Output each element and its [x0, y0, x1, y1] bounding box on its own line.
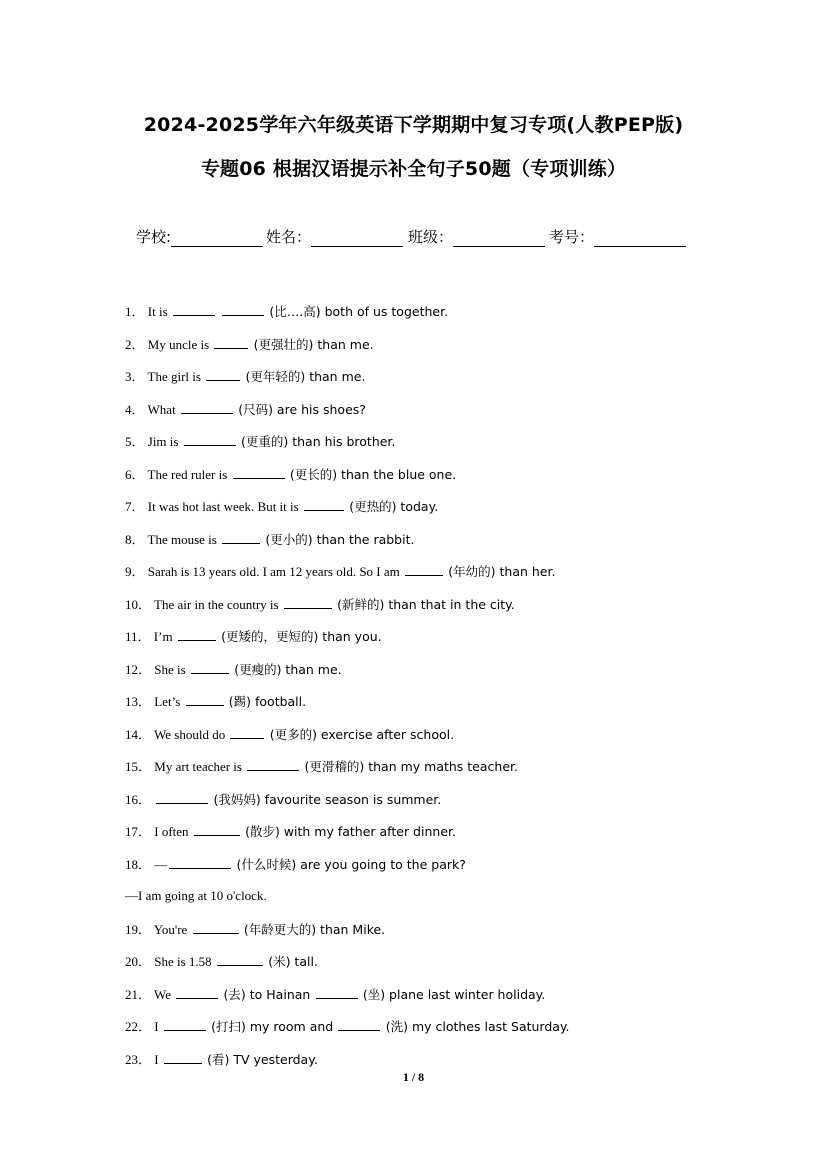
- question-number: 9．: [125, 564, 145, 579]
- answer-blank[interactable]: [214, 334, 248, 349]
- exam-number-field: [549, 226, 686, 248]
- question-hint: (更重的) than his brother.: [240, 434, 396, 449]
- question-text: We: [154, 986, 172, 1002]
- question-text: The red ruler is: [147, 466, 228, 482]
- question-text: I’m: [153, 629, 173, 644]
- answer-blank[interactable]: [304, 496, 344, 511]
- question-3: [125, 366, 725, 399]
- question-hint: (更年轻的) than me.: [245, 369, 366, 384]
- answer-blank[interactable]: [338, 1016, 380, 1031]
- document-title-line1: 2024-2025学年六年级英语下学期期中复习专项(人教PEP版): [143, 114, 684, 136]
- question-hint: (更滑稽的) than my maths teacher.: [304, 759, 518, 774]
- answer-blank[interactable]: [173, 301, 215, 316]
- question-11: [125, 626, 725, 659]
- question-number: 19．: [125, 921, 152, 937]
- question-text: The mouse is: [147, 531, 217, 547]
- answer-blank[interactable]: [181, 399, 233, 414]
- answer-blank[interactable]: [316, 984, 358, 999]
- answer-blank[interactable]: [284, 594, 332, 609]
- question-hint: (米) tall.: [268, 954, 318, 969]
- answer-blank[interactable]: [156, 789, 208, 804]
- question-18-answer-line: [125, 886, 725, 919]
- question-hint: (更多的) exercise after school.: [269, 726, 455, 742]
- school-field: [136, 226, 263, 248]
- question-number: 22．: [125, 1019, 152, 1034]
- question-number: 10．: [125, 596, 152, 612]
- question-13: [125, 691, 725, 724]
- question-text: I: [154, 1019, 159, 1034]
- answer-blank[interactable]: [164, 1049, 202, 1064]
- question-22: [125, 1016, 725, 1049]
- question-text: She is 1.58: [154, 954, 212, 969]
- question-19: [125, 919, 725, 952]
- answer-blank[interactable]: [222, 529, 260, 544]
- question-text: My art teacher is: [154, 759, 242, 774]
- question-number: 13．: [125, 694, 152, 709]
- question-number: 20．: [125, 954, 152, 969]
- question-6: [125, 464, 725, 497]
- answer-blank[interactable]: [233, 464, 285, 479]
- name-field: [266, 226, 403, 248]
- question-text: I: [154, 1051, 159, 1067]
- question-text: You're: [153, 921, 188, 937]
- question-text: She is: [154, 661, 186, 677]
- question-text: Let’s: [154, 694, 181, 709]
- question-hint: (年龄更大的) than Mike.: [243, 921, 386, 937]
- question-number: 7．: [125, 499, 145, 514]
- question-21: [125, 984, 725, 1017]
- question-text: The air in the country is: [154, 596, 279, 612]
- answer-blank[interactable]: [230, 724, 264, 739]
- question-hint: (散步) with my father after dinner.: [245, 824, 456, 839]
- question-10: [125, 594, 725, 627]
- exam-number-label: 考号：: [549, 228, 595, 246]
- question-12: [125, 659, 725, 692]
- answer-blank[interactable]: [405, 561, 443, 576]
- question-hint: (我妈妈) favourite season is summer.: [213, 791, 442, 807]
- answer-blank[interactable]: [186, 691, 224, 706]
- question-15: [125, 756, 725, 789]
- question-list: [125, 301, 725, 1081]
- question-hint: (年幼的) than her.: [448, 564, 556, 579]
- question-hint: (更瘦的) than me.: [234, 661, 342, 677]
- answer-blank[interactable]: [194, 821, 240, 836]
- question-hint: (更矮的，更短的) than you.: [221, 629, 382, 644]
- question-hint: (看) TV yesterday.: [207, 1051, 318, 1067]
- name-blank[interactable]: [311, 229, 403, 247]
- question-number: 2．: [125, 336, 145, 352]
- question-9: [125, 561, 725, 594]
- document-title-line2: 专题06 根据汉语提示补全句子50题（专项训练）: [200, 158, 627, 180]
- question-hint: (新鲜的) than that in the city.: [337, 596, 515, 612]
- question-hint: (比….高) both of us together.: [269, 304, 449, 319]
- question-hint: (坐) plane last winter holiday.: [362, 986, 546, 1002]
- question-text: —I am going at 10 o'clock.: [125, 888, 267, 903]
- question-hint: (什么时候) are you going to the park?: [236, 856, 466, 872]
- question-8: [125, 529, 725, 562]
- question-text: I often: [154, 824, 189, 839]
- question-number: 5．: [125, 434, 145, 449]
- question-5: [125, 431, 725, 464]
- question-number: 14．: [125, 726, 152, 742]
- answer-blank[interactable]: [222, 301, 264, 316]
- question-7: [125, 496, 725, 529]
- name-label: 姓名：: [266, 228, 312, 246]
- question-number: 15．: [125, 759, 152, 774]
- student-info-row: [136, 226, 706, 250]
- question-text: We should do: [154, 726, 226, 742]
- question-18: [125, 854, 725, 887]
- question-16: [125, 789, 725, 822]
- answer-blank[interactable]: [193, 919, 239, 934]
- question-text: —: [154, 856, 168, 872]
- question-text: It was hot last week. But it is: [147, 499, 299, 514]
- question-number: 11．: [125, 629, 151, 644]
- answer-blank[interactable]: [176, 984, 218, 999]
- answer-blank[interactable]: [184, 431, 236, 446]
- question-1: [125, 301, 725, 334]
- question-17: [125, 821, 725, 854]
- answer-blank[interactable]: [178, 626, 216, 641]
- question-4: [125, 399, 725, 432]
- question-number: 3．: [125, 369, 145, 384]
- question-text: What: [147, 401, 176, 417]
- question-number: 17．: [125, 824, 152, 839]
- question-hint: (踢) football.: [228, 694, 307, 709]
- question-number: 16．: [125, 791, 152, 807]
- question-14: [125, 724, 725, 757]
- question-text: It is: [147, 304, 168, 319]
- class-field: [408, 226, 545, 248]
- answer-blank[interactable]: [206, 366, 240, 381]
- class-blank[interactable]: [453, 229, 545, 247]
- answer-blank[interactable]: [247, 756, 299, 771]
- answer-blank[interactable]: [169, 854, 231, 869]
- answer-blank[interactable]: [164, 1016, 206, 1031]
- question-hint: (洗) my clothes last Saturday.: [385, 1019, 570, 1034]
- exam-number-blank[interactable]: [594, 229, 686, 247]
- question-hint: (更小的) than the rabbit.: [265, 531, 415, 547]
- school-label: 学校:: [136, 228, 172, 246]
- question-hint: (更长的) than the blue one.: [289, 466, 457, 482]
- question-hint: (尺码) are his shoes?: [238, 401, 366, 417]
- question-number: 21．: [125, 986, 152, 1002]
- question-number: 12．: [125, 661, 152, 677]
- school-blank[interactable]: [171, 229, 263, 247]
- answer-blank[interactable]: [217, 951, 263, 966]
- answer-blank[interactable]: [191, 659, 229, 674]
- question-hint: (去) to Hainan: [223, 986, 311, 1002]
- question-text: My uncle is: [147, 336, 210, 352]
- question-number: 23．: [125, 1051, 152, 1067]
- question-number: 4．: [125, 401, 145, 417]
- question-hint: (更强壮的) than me.: [253, 336, 374, 352]
- question-hint: (更热的) today.: [349, 499, 439, 514]
- question-20: [125, 951, 725, 984]
- question-text: Sarah is 13 years old. I am 12 years old. So I am: [147, 564, 400, 579]
- page-number: 1 / 8: [402, 1070, 425, 1084]
- question-text: Jim is: [147, 434, 179, 449]
- question-text: The girl is: [147, 369, 201, 384]
- question-number: 1．: [125, 304, 145, 319]
- question-number: 6．: [125, 466, 145, 482]
- question-number: 8．: [125, 531, 145, 547]
- question-number: 18．: [125, 856, 152, 872]
- question-2: [125, 334, 725, 367]
- class-label: 班级：: [408, 228, 454, 246]
- question-hint: (打扫) my room and: [211, 1019, 334, 1034]
